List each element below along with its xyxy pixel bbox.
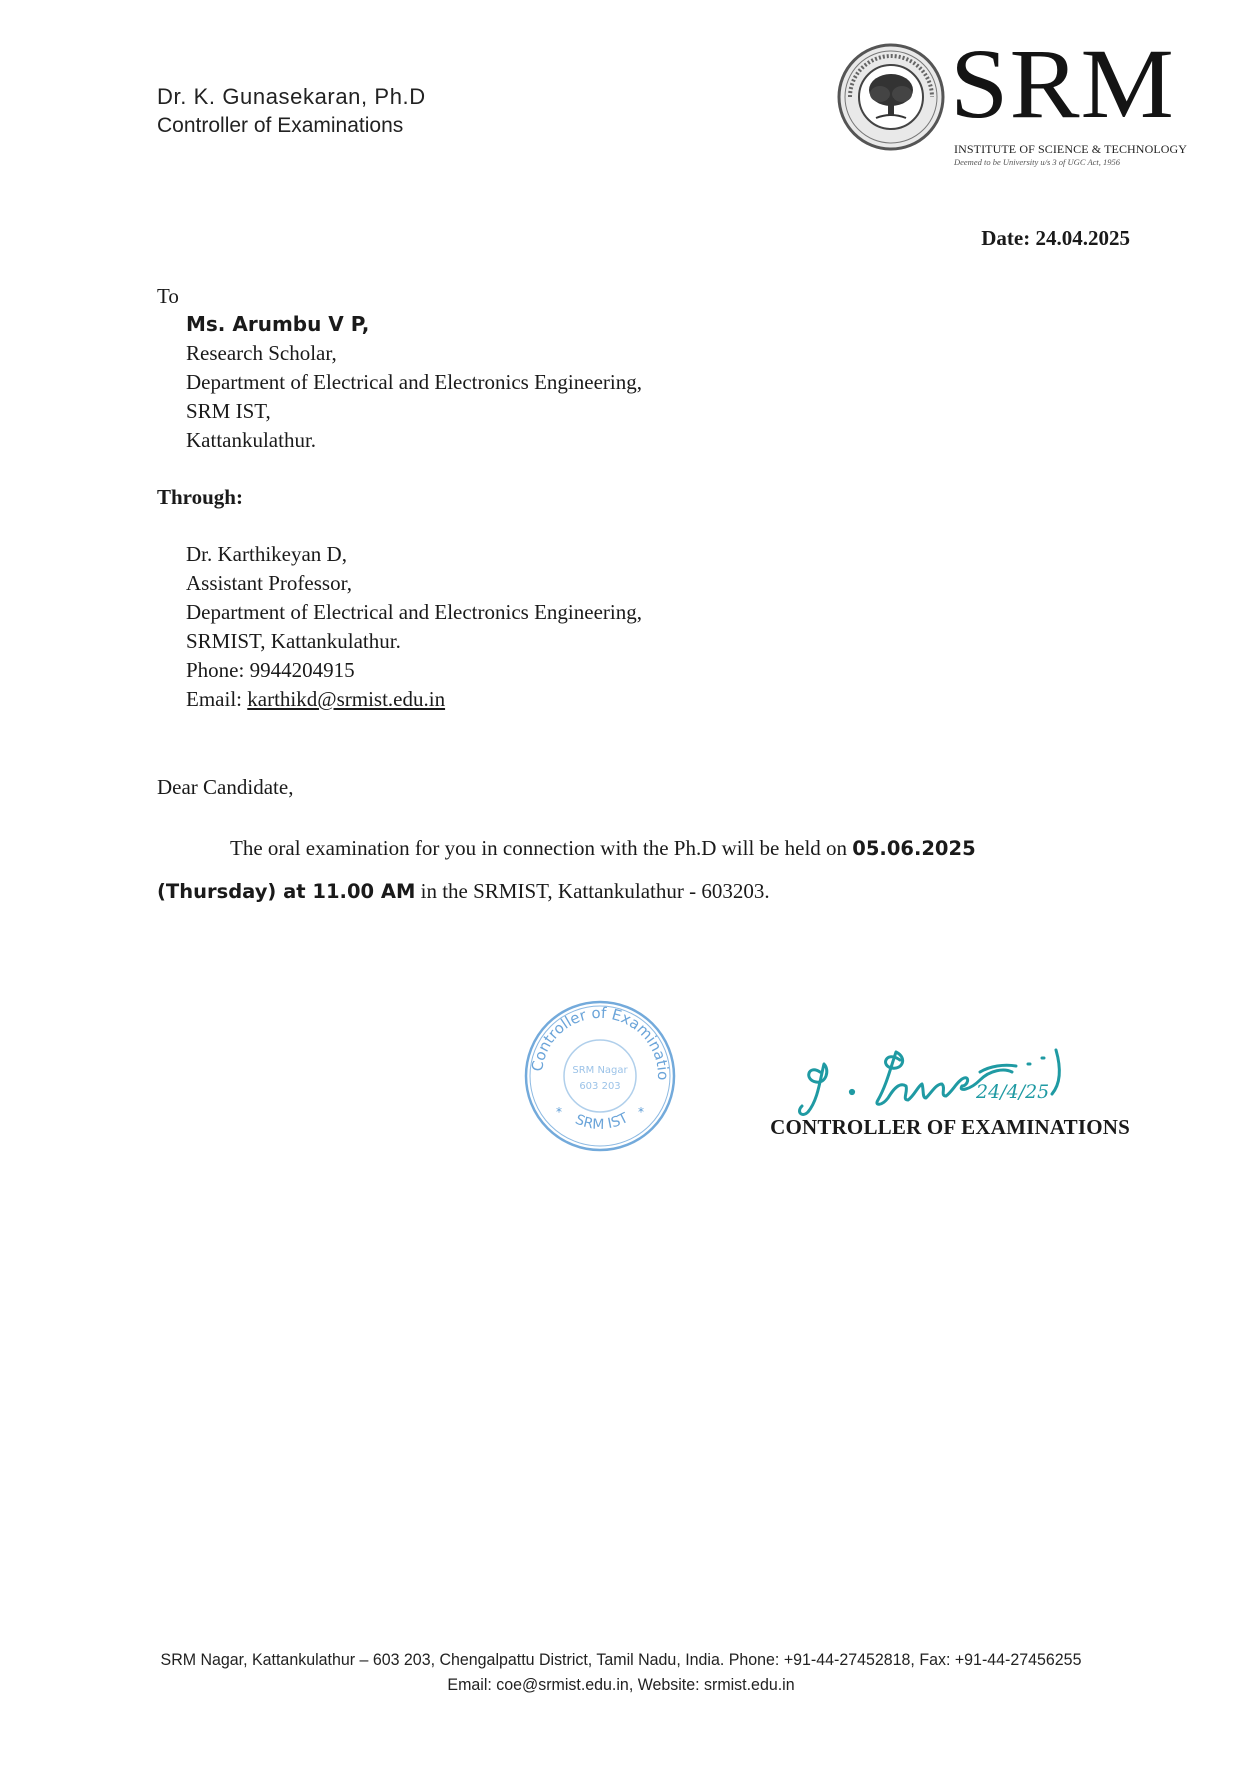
exam-date: 05.06.2025	[852, 837, 976, 860]
para1-text: The oral examination for you in connection with the Ph.D will be held on	[230, 836, 853, 860]
guide-block	[186, 540, 642, 714]
guide-line: Assistant Professor,	[186, 571, 352, 595]
guide-line: SRMIST, Kattankulathur.	[186, 629, 401, 653]
sender-name: Dr. K. Gunasekaran, Ph.D	[157, 84, 426, 109]
guide-email-line	[186, 685, 642, 714]
signature-date: 24/4/25	[976, 1081, 1050, 1103]
exam-day-time: (Thursday) at 11.00 AM	[157, 880, 416, 903]
guide-email-label: Email:	[186, 687, 248, 711]
body-paragraph-line-1	[230, 836, 1130, 861]
guide-line: Department of Electrical and Electronics Engineering,	[186, 600, 642, 624]
addressee-block	[186, 310, 642, 455]
signatory-title: CONTROLLER OF EXAMINATIONS	[770, 1115, 1130, 1139]
seal-inner-line: SRM Nagar	[572, 1065, 628, 1076]
guide-line: Phone: 9944204915	[186, 658, 355, 682]
to-label: To	[157, 284, 179, 308]
logo-wordmark: SRM	[950, 28, 1175, 139]
seal-outer-text: Controller of Examinatio	[528, 1003, 673, 1081]
seal-bottom-text: SRM IST	[572, 1110, 631, 1133]
letter-date: Date: 24.04.2025	[981, 226, 1130, 250]
addressee-name: Ms. Arumbu V P,	[186, 312, 370, 336]
salutation: Dear Candidate,	[157, 775, 294, 799]
logo-deemed-line: Deemed to be University u/s 3 of UGC Act, 1956	[954, 157, 1121, 167]
office-seal-stamp	[520, 996, 680, 1161]
logo-institute-name: INSTITUTE OF SCIENCE & TECHNOLOGY	[954, 142, 1188, 156]
addressee-line: SRM IST,	[186, 399, 271, 423]
svg-text:*: *	[556, 1105, 562, 1119]
sender-title: Controller of Examinations	[157, 114, 404, 137]
para2-text: in the SRMIST, Kattankulathur - 603203.	[415, 879, 770, 903]
footer-contact: Email: coe@srmist.edu.in, Website: srmist.edu.in	[447, 1675, 795, 1694]
srm-emblem-icon	[836, 42, 946, 157]
seal-inner-line: 603 203	[579, 1081, 621, 1092]
addressee-line: Kattankulathur.	[186, 428, 317, 452]
through-label: Through:	[157, 485, 243, 509]
body-paragraph-line-2	[157, 879, 770, 904]
footer-address: SRM Nagar, Kattankulathur – 603 203, Chengalpattu District, Tamil Nadu, India. Phone: +91-44-27452818, Fax: +91-44-27456255	[160, 1650, 1082, 1669]
svg-text:*: *	[638, 1105, 644, 1119]
addressee-line: Research Scholar,	[186, 341, 337, 365]
svg-text:SRM IST	[573, 1110, 631, 1133]
addressee-line: Department of Electrical and Electronics Engineering,	[186, 370, 642, 394]
guide-line: Dr. Karthikeyan D,	[186, 542, 347, 566]
guide-email-link[interactable]: karthikd@srmist.edu.in	[247, 687, 446, 711]
